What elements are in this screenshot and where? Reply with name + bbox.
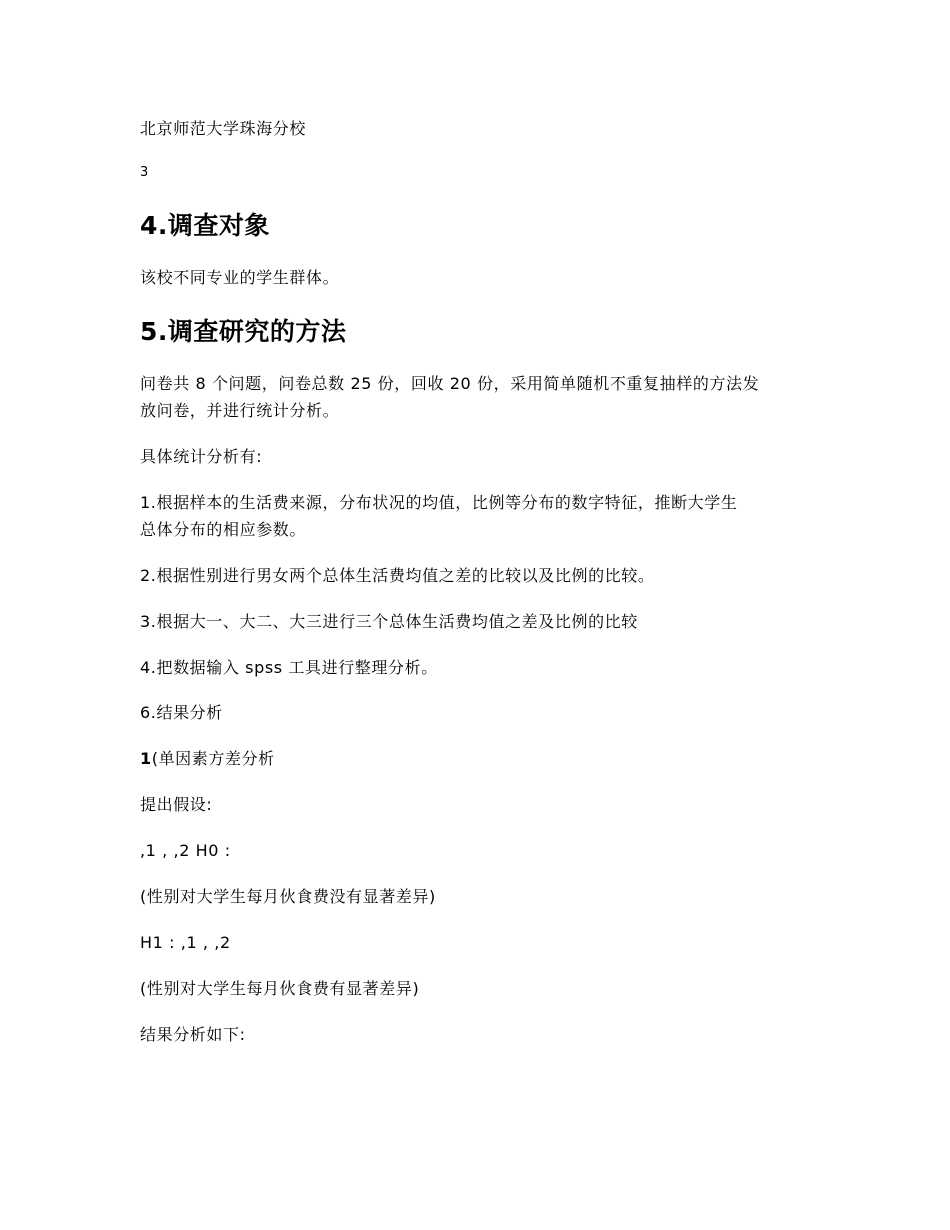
subsection-anova — [140, 748, 275, 770]
method-para-line-1: 问卷共 8 个问题，问卷总数 25 份，回收 20 份，采用简单随机不重复抽样的方法发 — [140, 374, 760, 393]
page-number: 3 — [140, 165, 149, 180]
section-6-title: 6.结果分析 — [140, 703, 223, 722]
hypothesis-label: 提出假设: — [140, 795, 213, 814]
method-para-line-2: 放问卷，并进行统计分析。 — [140, 401, 340, 420]
section-5-heading — [140, 316, 346, 348]
section-5-title: 调查研究的方法 — [167, 317, 347, 346]
section-4-number: 4. — [140, 211, 168, 240]
result-label: 结果分析如下: — [140, 1025, 246, 1044]
analysis-item-1-line-2: 总体分布的相应参数。 — [140, 520, 307, 539]
section-4-body: 该校不同专业的学生群体。 — [140, 268, 340, 287]
hypothesis-h0: ,1 , ,2 H0 : — [140, 841, 231, 860]
analysis-item-3: 3.根据大一、大二、大三进行三个总体生活费均值之差及比例的比较 — [140, 612, 638, 631]
section-4-heading — [140, 210, 270, 242]
subsection-anova-title: (单因素方差分析 — [151, 749, 275, 768]
analysis-item-2: 2.根据性别进行男女两个总体生活费均值之差的比较以及比例的比较。 — [140, 566, 655, 585]
analysis-intro: 具体统计分析有: — [140, 447, 263, 466]
subsection-anova-number: 1 — [140, 749, 152, 768]
hypothesis-h0-note: (性别对大学生每月伙食费没有显著差异) — [140, 887, 436, 906]
analysis-item-4: 4.把数据输入 spss 工具进行整理分析。 — [140, 658, 438, 677]
analysis-item-1-line-1: 1.根据样本的生活费来源，分布状况的均值，比例等分布的数字特征，推断大学生 — [140, 493, 738, 512]
hypothesis-h1: H1 : ,1 , ,2 — [140, 933, 231, 952]
school-name: 北京师范大学珠海分校 — [140, 119, 307, 138]
section-5-number: 5. — [140, 317, 168, 346]
hypothesis-h1-note: (性别对大学生每月伙食费有显著差异) — [140, 979, 420, 998]
section-4-title: 调查对象 — [167, 211, 270, 240]
